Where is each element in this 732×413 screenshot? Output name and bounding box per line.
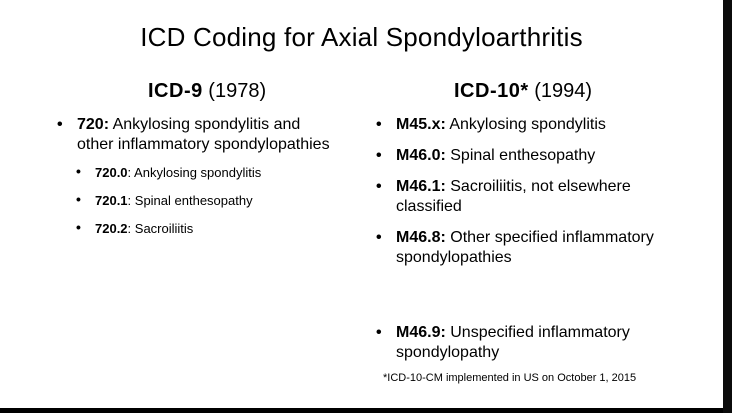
bullet-icon: • (376, 324, 382, 341)
footnote: *ICD-10-CM implemented in US on October 1, 2015 (383, 372, 637, 384)
icd10-desc-line1: Ankylosing spondylitis (445, 116, 606, 133)
icd9-main-desc-line1: Ankylosing spondylitis and (109, 116, 301, 133)
icd10-desc-line1: Unspecified inflammatory (445, 324, 630, 341)
bullet-icon: • (76, 163, 81, 179)
icd10-code: M46.1: (396, 178, 446, 195)
icd9-main-desc-line2: other inflammatory spondylopathies (77, 136, 330, 153)
icd9-sub-code: 720.1 (95, 193, 128, 208)
icd9-label: ICD-9 (148, 80, 203, 102)
icd9-sub-desc: : Spinal enthesopathy (127, 193, 253, 208)
icd10-desc-line1: Spinal enthesopathy (445, 147, 596, 164)
icd10-heading (454, 80, 592, 103)
icd10-desc-line1: Sacroiliitis, not elsewhere (445, 178, 631, 195)
icd9-sub-desc: : Ankylosing spondylitis (127, 165, 262, 180)
icd10-code: M46.9: (396, 324, 446, 341)
icd10-desc-line2: spondylopathy (396, 344, 500, 361)
icd10-desc-line2: spondylopathies (396, 249, 512, 266)
icd10-code: M46.0: (396, 147, 446, 164)
bullet-icon: • (76, 219, 81, 235)
bullet-icon: • (376, 178, 382, 195)
icd9-year: (1978) (208, 80, 267, 102)
icd10-label: ICD-10* (454, 80, 529, 102)
icd10-desc-line2: classified (396, 198, 462, 215)
bullet-icon: • (57, 116, 63, 133)
bullet-icon: • (76, 191, 81, 207)
icd9-sub-code: 720.0 (95, 165, 128, 180)
icd10-code: M45.x: (396, 116, 446, 133)
icd10-desc-line1: Other specified inflammatory (445, 229, 654, 246)
icd9-sub-code: 720.2 (95, 221, 128, 236)
icd9-heading (148, 80, 266, 103)
icd10-code: M46.8: (396, 229, 446, 246)
icd9-sub-desc: : Sacroiliitis (127, 221, 194, 236)
bullet-icon: • (376, 116, 382, 133)
window-edge (723, 0, 732, 413)
icd9-main-code: 720: (77, 116, 110, 133)
bullet-icon: • (376, 147, 382, 164)
bullet-icon: • (376, 229, 382, 246)
icd10-year: (1994) (534, 80, 593, 102)
slide-title: ICD Coding for Axial Spondyloarthritis (140, 22, 583, 52)
